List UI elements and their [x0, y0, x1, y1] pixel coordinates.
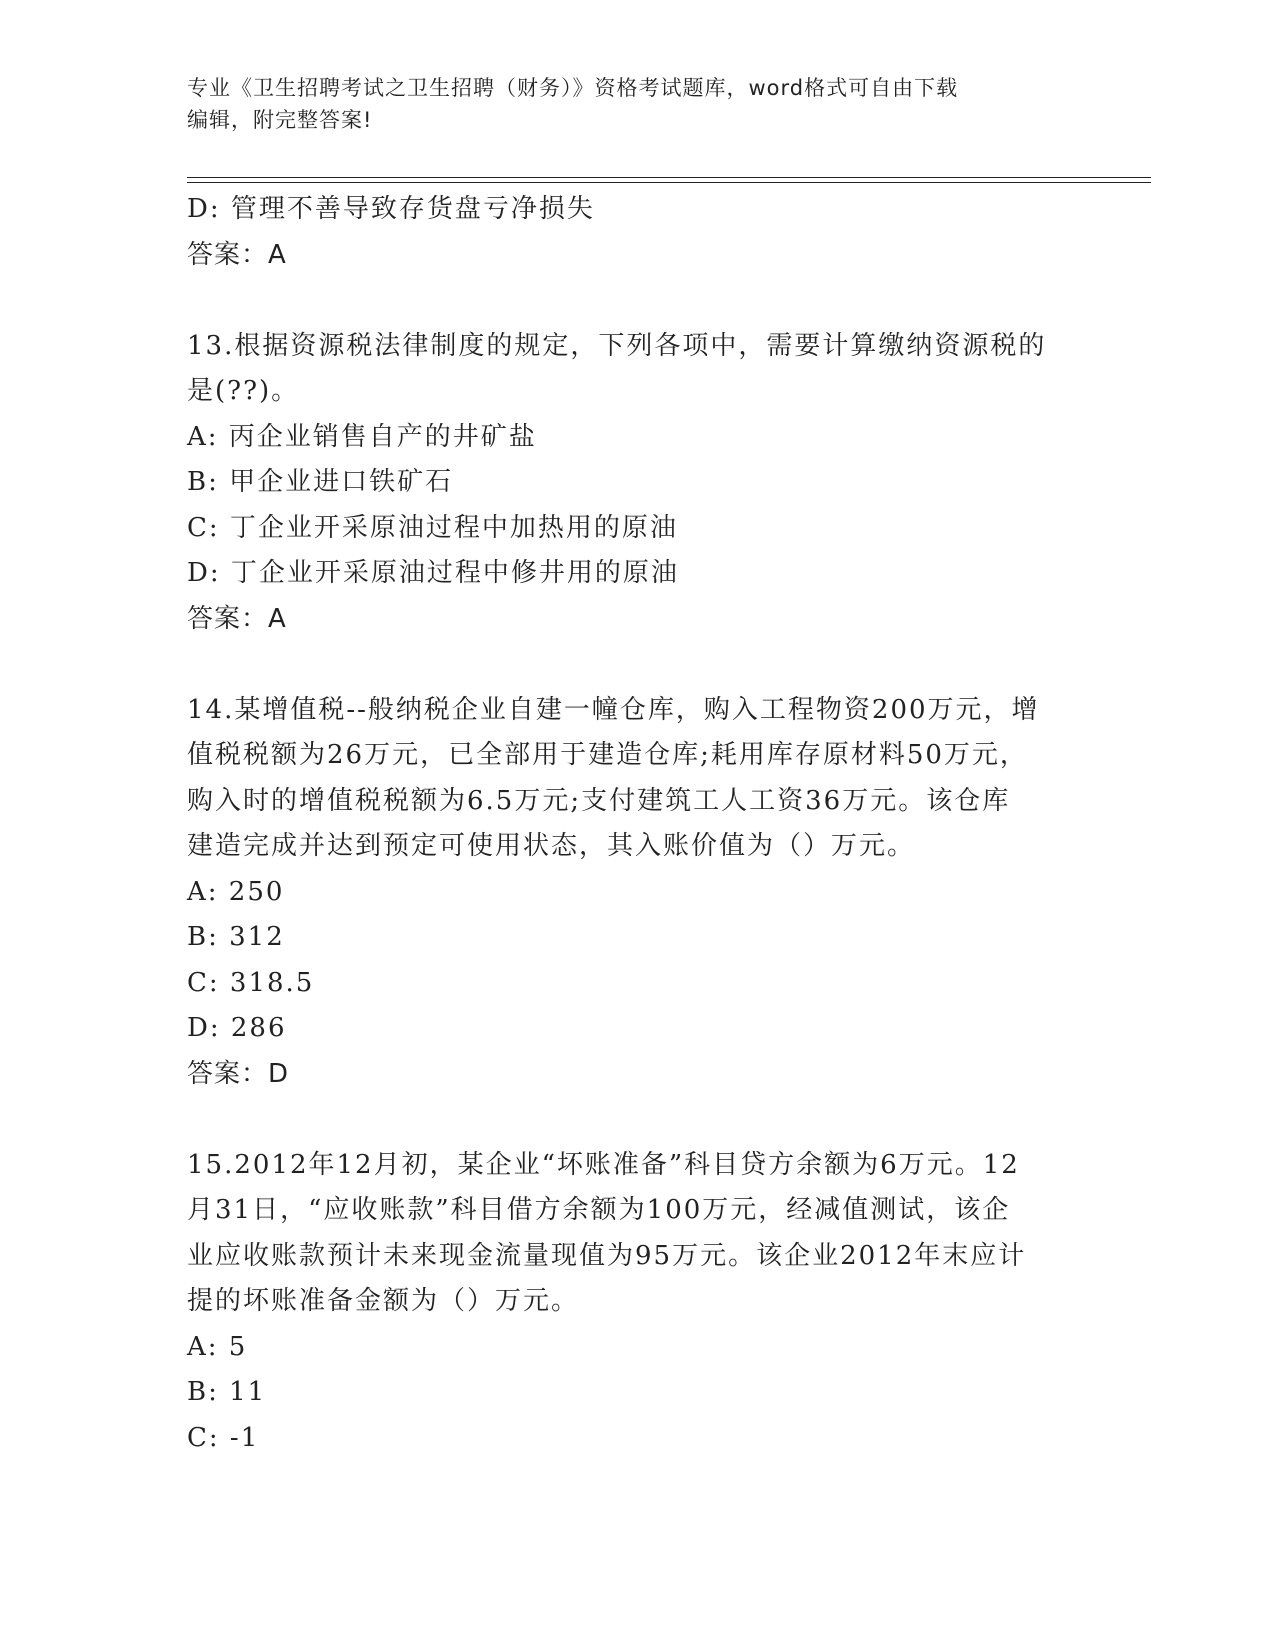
option-c: C: -1 — [187, 1422, 260, 1453]
option-a: A: 250 — [187, 876, 285, 907]
option-d: D: 管理不善导致存货盘亏净损失 — [187, 194, 595, 224]
question-text-line: 购入时的增值税税额为6.5万元;支付建筑工人工资36万元。该仓库 — [187, 785, 1011, 816]
header-divider-top — [187, 177, 1151, 178]
question-text-line: 月31日，“应收账款”科目借方余额为100万元，经减值测试，该企 — [187, 1195, 1011, 1225]
question-text-line: 是(??)。 — [187, 376, 300, 406]
spacer — [187, 1097, 1067, 1143]
answer-line: 答案：A — [187, 603, 287, 634]
question-content — [187, 187, 1067, 1461]
option-c: C: 318.5 — [187, 967, 315, 998]
option-b: B: 312 — [187, 922, 285, 952]
question-text-line: 业应收账款预计未来现金流量现值为95万元。该企业2012年末应计 — [187, 1240, 1027, 1271]
option-a: A: 丙企业销售自产的井矿盐 — [187, 421, 537, 452]
option-b: B: 11 — [187, 1377, 267, 1407]
question-15 — [187, 1143, 1067, 1462]
question-text-line: 提的坏账准备金额为（）万元。 — [187, 1286, 580, 1316]
answer-line: 答案：D — [187, 1058, 290, 1089]
question-text-line: 值税税额为26万元，已全部用于建造仓库;耗用库存原材料50万元， — [187, 740, 1028, 770]
option-c: C: 丁企业开采原油过程中加热用的原油 — [187, 512, 678, 543]
header-line-1: 专业《卫生招聘考试之卫生招聘（财务）》资格考试题库，word格式可自由下载 — [187, 76, 959, 100]
option-d: D: 286 — [187, 1013, 287, 1043]
option-d: D: 丁企业开采原油过程中修井用的原油 — [187, 558, 679, 588]
option-b: B: 甲企业进口铁矿石 — [187, 467, 454, 497]
option-a: A: 5 — [187, 1331, 248, 1362]
question-text-line: 13.根据资源税法律制度的规定，下列各项中，需要计算缴纳资源税的 — [187, 330, 1047, 361]
question-text-line: 14.某增值税--般纳税企业自建一幢仓库，购入工程物资200万元，增 — [187, 694, 1040, 725]
question-14 — [187, 688, 1067, 1098]
question-text-line: 建造完成并达到预定可使用状态，其入账价值为（）万元。 — [187, 831, 916, 861]
spacer — [187, 642, 1067, 688]
answer-line: 答案：A — [187, 239, 287, 270]
spacer — [187, 278, 1067, 324]
header-divider-bottom — [187, 182, 1151, 183]
question-text-line: 15.2012年12月初，某企业“坏账准备”科目贷方余额为6万元。12 — [187, 1149, 1020, 1180]
header-line-2: 编辑，附完整答案! — [187, 108, 373, 132]
question-13 — [187, 324, 1067, 643]
document-header — [187, 72, 1067, 136]
